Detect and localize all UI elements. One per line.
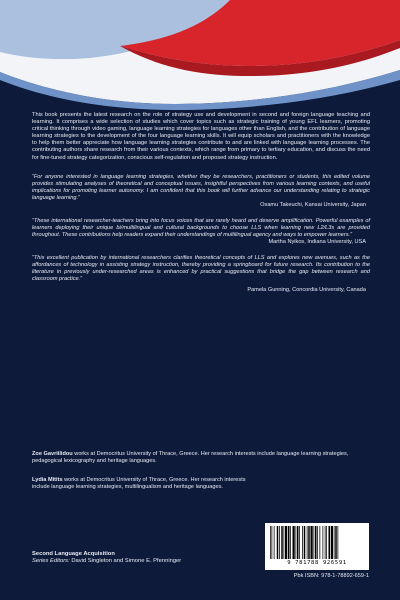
barcode-bar [297,526,299,559]
barcode-bar [293,526,295,559]
barcode-digits: 9 781788 926591 [287,560,347,566]
barcode-bar [314,526,315,559]
endorsement-1 [32,174,370,209]
endorsement-text: “These international researcher-teachers bring into focus voices that are rarely heard and deserve amplification. Powerful examples of learners deploying their unique bi/multilingual and cultural backgrounds to choose LLS when learning new L2/L3s are provided throughout. These contributions help readers expand their understandings of multilingual agency and ways to empower learners.” [32,217,370,238]
barcode-bar [308,526,310,559]
barcode-bar [270,526,271,559]
author-bio-1 [32,451,362,465]
barcode-bar [334,526,335,559]
barcode-bar [277,526,279,559]
barcode-bar [299,526,300,559]
endorsement-2 [32,218,370,246]
barcode-bar [281,526,283,559]
text-column [32,112,370,294]
endorsement-attribution: Pamela Gunning, Concordia University, Canada [247,286,366,293]
author-bio-text: works at Democritus University of Thrace, Greece. Her research interests include language learning strategies, multilingualism and heritage languages. [32,477,246,490]
barcode-bar [317,526,318,559]
series-info [32,551,181,565]
series-editors [32,558,181,565]
author-name: Zoe Gavriilidou [32,451,73,457]
barcode-bar [296,526,297,559]
barcode-bar [307,526,308,559]
barcode-bar [272,526,273,559]
barcode-bar [285,526,287,559]
barcode-bar [288,526,290,559]
barcode-bars [268,526,366,559]
decorative-swoosh [0,0,400,120]
barcode-bar [338,526,339,559]
author-name: Lydia Mitits [32,477,63,483]
book-description: This book presents the latest research on the role of strategy use and development in second and foreign language teaching and learning. It comprises a wide selection of studies which cover topics such as strategic training of young EFL learners, promoting critical thinking through video gaming, language learning strategies for languages other than English, and the contribution of language learning strategies to the development of the four language learning skills. It will equip scholars and practitioners with the knowledge to help them better appreciate how language learning strategies contribute to and are linked with language learning processes. The contributing authors share research from their various contexts, which range from primary to tertiary education, and discuss the need for fine-tuned strategy categorization, conscious self-regulation and proposed strategy instruction. [32,112,370,161]
barcode-bar [290,526,291,559]
barcode-bar [325,526,326,559]
barcode-bar [329,526,331,559]
barcode-bar [304,526,306,559]
endorsement-attribution: Martha Nyikos, Indiana University, USA [268,238,366,245]
barcode-bar [320,526,321,559]
barcode-bar [326,526,327,559]
endorsement-3 [32,255,370,294]
barcode-bar [302,526,303,559]
barcode-bar [274,526,275,559]
barcode-bar [311,526,313,559]
barcode [265,523,369,570]
barcode-bar [279,526,280,559]
barcode-bar [315,526,317,559]
barcode-bar [284,526,285,559]
endorsement-attribution: Osamu Takeuchi, Kansai University, Japan [260,201,366,208]
author-bio-text: works at Democritus University of Thrace, Greece. Her research interests include language learning strategies, pedagogical lexicography and heritage languages. [32,451,349,464]
endorsement-text: “This excellent publication by international researchers clarifies theoretical concepts of LLS and explores new avenues, such as the affordances of technology in assisting strategy instruction, thereby providing a springboard for future research. Its contribution to the literature in previously under-researched areas is enhanced by practical suggestions that bridge the gap between research and classroom practice.” [32,254,370,282]
endorsement-text: “For anyone interested in language learning strategies, whether they be researchers, practitioners or students, this edited volume provides stimulating analyses of theoretical and conceptual issues, insightful perspectives from various learning contexts, and useful implications for promoting learner autonomy. I am confident that this book will further advance our understanding relating to strategic language learning.” [32,173,370,201]
series-editors-label: Series Editors: [32,558,70,564]
isbn-label: Pbk ISBN: 978-1-78892-659-1 [293,573,369,579]
author-bio-2 [32,477,252,491]
series-editors-names: David Singleton and Simone E. Pfenninger [69,558,182,564]
barcode-bar [335,526,337,559]
barcode-bar [323,526,324,559]
barcode-bar [331,526,333,559]
series-name: Second Language Acquisition [32,551,115,557]
